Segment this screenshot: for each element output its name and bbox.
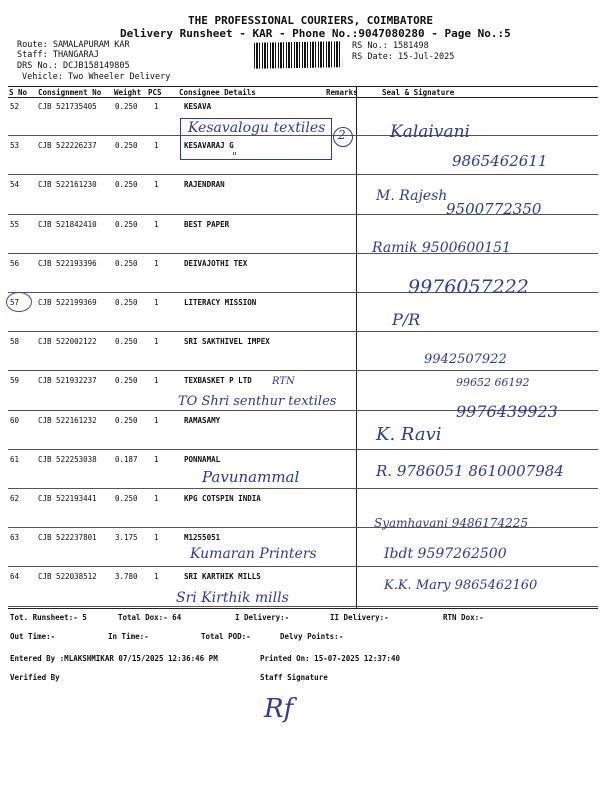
handwritten-signature-52: Kalaivani xyxy=(390,122,470,142)
cell-consignment-no: CJB 522237801 xyxy=(38,533,97,543)
cell-pcs: 1 xyxy=(154,180,159,190)
cell-weight: 0.250 xyxy=(115,337,138,347)
cell-pcs: 1 xyxy=(154,298,159,307)
cell-consignment-no: CJB 522199369 xyxy=(38,298,97,307)
cell-sno: 57 xyxy=(10,298,20,307)
cell-consignment-no: CJB 521932237 xyxy=(38,376,97,386)
runsheet-title: Delivery Runsheet - KAR - Phone No.:9047080280 - Page No.:5 xyxy=(120,27,511,40)
col-header-pcs: PCS xyxy=(148,88,162,97)
in-time: In Time:- xyxy=(108,632,149,641)
cell-weight: 0.250 xyxy=(115,415,138,425)
rs-date-label: RS Date: 15-Jul-2025 xyxy=(352,52,455,62)
col-header-seal: Seal & Signature xyxy=(382,88,455,97)
handwritten-remark-52: 2 xyxy=(338,128,346,142)
cell-consignee: SRI KARTHIK MILLS xyxy=(184,572,261,582)
handwritten-signature-54: M. Rajesh xyxy=(376,188,448,204)
handwritten-phone-59b: 9976439923 xyxy=(456,402,558,421)
rtn-dox: RTN Dox:- xyxy=(443,613,484,622)
handwritten-ditto-53: " xyxy=(232,150,238,163)
total-dox: Total Dox:- 64 xyxy=(118,613,182,622)
i-delivery: I Delivery:- xyxy=(235,613,290,622)
cell-sno: 58 xyxy=(10,337,20,347)
row-divider xyxy=(8,449,598,450)
cell-weight: 3.175 xyxy=(115,533,138,543)
handwritten-consignee-52: Kesavalogu textiles xyxy=(188,120,326,136)
handwritten-signature-63: Ibdt 9597262500 xyxy=(384,546,507,562)
cell-sno: 64 xyxy=(10,572,20,582)
handwritten-phone-56: 9976057222 xyxy=(408,276,529,298)
staff-label: Staff: THANGARAJ xyxy=(17,50,99,60)
entered-by: Entered By :MLAKSHMIKAR 07/15/2025 12:36:46 PM xyxy=(10,654,218,663)
handwritten-signature-57: P/R xyxy=(392,310,421,329)
tot-runsheet: Tot. Runsheet:- 5 xyxy=(10,613,87,622)
vehicle-label: Vehicle: Two Wheeler Delivery xyxy=(22,72,171,82)
cell-sno: 59 xyxy=(10,376,20,386)
cell-sno: 63 xyxy=(10,533,20,543)
cell-pcs: 1 xyxy=(154,141,159,151)
out-time: Out Time:- xyxy=(10,632,56,641)
cell-pcs: 1 xyxy=(154,102,159,111)
cell-pcs: 1 xyxy=(154,258,159,268)
rs-no-label: RS No.: 1581498 xyxy=(352,41,429,51)
cell-pcs: 1 xyxy=(154,376,159,386)
col-header-consignment: Consignment No xyxy=(38,88,102,97)
cell-consignee: M1255051 xyxy=(184,533,221,543)
col-header-consignee: Consignee Details xyxy=(179,88,256,97)
cell-sno: 56 xyxy=(10,258,20,268)
cell-weight: 0.250 xyxy=(115,494,138,503)
cell-consignee: TEXBASKET P LTD xyxy=(184,376,252,386)
cell-weight: 0.250 xyxy=(115,180,138,190)
drs-label: DRS No.: DCJB158149805 xyxy=(17,61,130,71)
cell-weight: 0.187 xyxy=(115,454,138,464)
cell-sno: 52 xyxy=(10,102,20,111)
handwritten-consignee-61: Pavunammal xyxy=(202,468,300,486)
printed-on: Printed On: 15-07-2025 12:37:40 xyxy=(260,654,400,663)
cell-weight: 0.250 xyxy=(115,102,138,111)
handwritten-phone-58: 9942507922 xyxy=(424,352,507,367)
cell-consignee: SRI SAKTHIVEL IMPEX xyxy=(184,337,270,347)
cell-weight: 0.250 xyxy=(115,376,138,386)
handwritten-phone-53: 9865462611 xyxy=(452,152,548,170)
company-title: THE PROFESSIONAL COURIERS, COIMBATORE xyxy=(188,14,434,27)
cell-sno: 62 xyxy=(10,494,20,503)
cell-pcs: 1 xyxy=(154,572,159,582)
cell-consignee: LITERACY MISSION xyxy=(184,298,257,307)
handwritten-phone-59a: 99652 66192 xyxy=(456,376,530,389)
ii-delivery: II Delivery:- xyxy=(330,613,389,622)
col-header-remarks: Remarks xyxy=(326,88,358,97)
handwritten-signature-61: R. 9786051 8610007984 xyxy=(376,462,564,480)
cell-consignee: RAMASAMY xyxy=(184,415,221,425)
cell-weight: 0.250 xyxy=(115,219,138,229)
barcode-image xyxy=(254,41,342,69)
cell-pcs: 1 xyxy=(154,337,159,347)
cell-consignment-no: CJB 522253038 xyxy=(38,454,97,464)
handwritten-signature-60: K. Ravi xyxy=(376,424,442,445)
row-57-circle xyxy=(6,292,32,312)
cell-sno: 55 xyxy=(10,219,20,229)
cell-consignee: KESAVARAJ G xyxy=(184,141,234,151)
handwritten-rtn-59: RTN xyxy=(272,376,295,387)
handwritten-signature-55: Ramik 9500600151 xyxy=(372,240,511,256)
cell-weight: 3.780 xyxy=(115,572,138,582)
row-divider xyxy=(8,566,598,567)
cell-sno: 53 xyxy=(10,141,20,151)
handwritten-phone-54: 9500772350 xyxy=(446,200,542,218)
cell-consignment-no: CJB 522193441 xyxy=(38,494,97,503)
staff-signature-label: Staff Signature xyxy=(260,673,328,682)
col-header-weight: Weight xyxy=(114,88,142,97)
cell-pcs: 1 xyxy=(154,454,159,464)
row-divider xyxy=(8,331,598,332)
handwritten-consignee-64: Sri Kirthik mills xyxy=(176,590,289,606)
staff-signature: Rf xyxy=(264,694,294,724)
cell-pcs: 1 xyxy=(154,219,159,229)
cell-sno: 61 xyxy=(10,454,20,464)
cell-consignment-no: CJB 521842410 xyxy=(38,219,97,229)
cell-consignment-no: CJB 521735405 xyxy=(38,102,97,111)
handwritten-signature-62: Syamhavani 9486174225 xyxy=(374,516,529,530)
cell-consignment-no: CJB 522161230 xyxy=(38,180,97,190)
route-label: Route: SAMALAPURAM KAR xyxy=(17,40,130,50)
cell-consignment-no: CJB 522002122 xyxy=(38,337,97,347)
total-pod: Total POD:- xyxy=(201,632,251,641)
cell-consignment-no: CJB 522161232 xyxy=(38,415,97,425)
row-divider xyxy=(8,488,598,489)
cell-sno: 54 xyxy=(10,180,20,190)
cell-consignee: BEST PAPER xyxy=(184,219,230,229)
col-header-sno: S No xyxy=(9,88,28,97)
cell-weight: 0.250 xyxy=(115,298,138,307)
handwritten-signature-64: K.K. Mary 9865462160 xyxy=(384,578,538,593)
row-divider xyxy=(8,606,598,607)
row-divider xyxy=(8,174,598,175)
verified-by: Verified By xyxy=(10,673,60,682)
cell-consignment-no: CJB 522226237 xyxy=(38,141,97,151)
cell-weight: 0.250 xyxy=(115,258,138,268)
cell-pcs: 1 xyxy=(154,415,159,425)
cell-weight: 0.250 xyxy=(115,141,138,151)
cell-consignee: KESAVA xyxy=(184,102,212,111)
handwritten-return-to-59: TO Shri senthur textiles xyxy=(178,394,337,409)
handwritten-consignee-63: Kumaran Printers xyxy=(190,546,317,562)
row-divider xyxy=(8,370,598,371)
cell-pcs: 1 xyxy=(154,494,159,503)
cell-consignee: RAJENDRAN xyxy=(184,180,225,190)
cell-pcs: 1 xyxy=(154,533,159,543)
cell-consignee: KPG COTSPIN INDIA xyxy=(184,494,261,503)
cell-consignment-no: CJB 522038512 xyxy=(38,572,97,582)
cell-consignment-no: CJB 522193396 xyxy=(38,258,97,268)
delvy-points: Delvy Points:- xyxy=(280,632,344,641)
cell-consignee: PONNAMAL xyxy=(184,454,221,464)
cell-consignee: DEIVAJOTHI TEX xyxy=(184,258,248,268)
cell-sno: 60 xyxy=(10,415,20,425)
